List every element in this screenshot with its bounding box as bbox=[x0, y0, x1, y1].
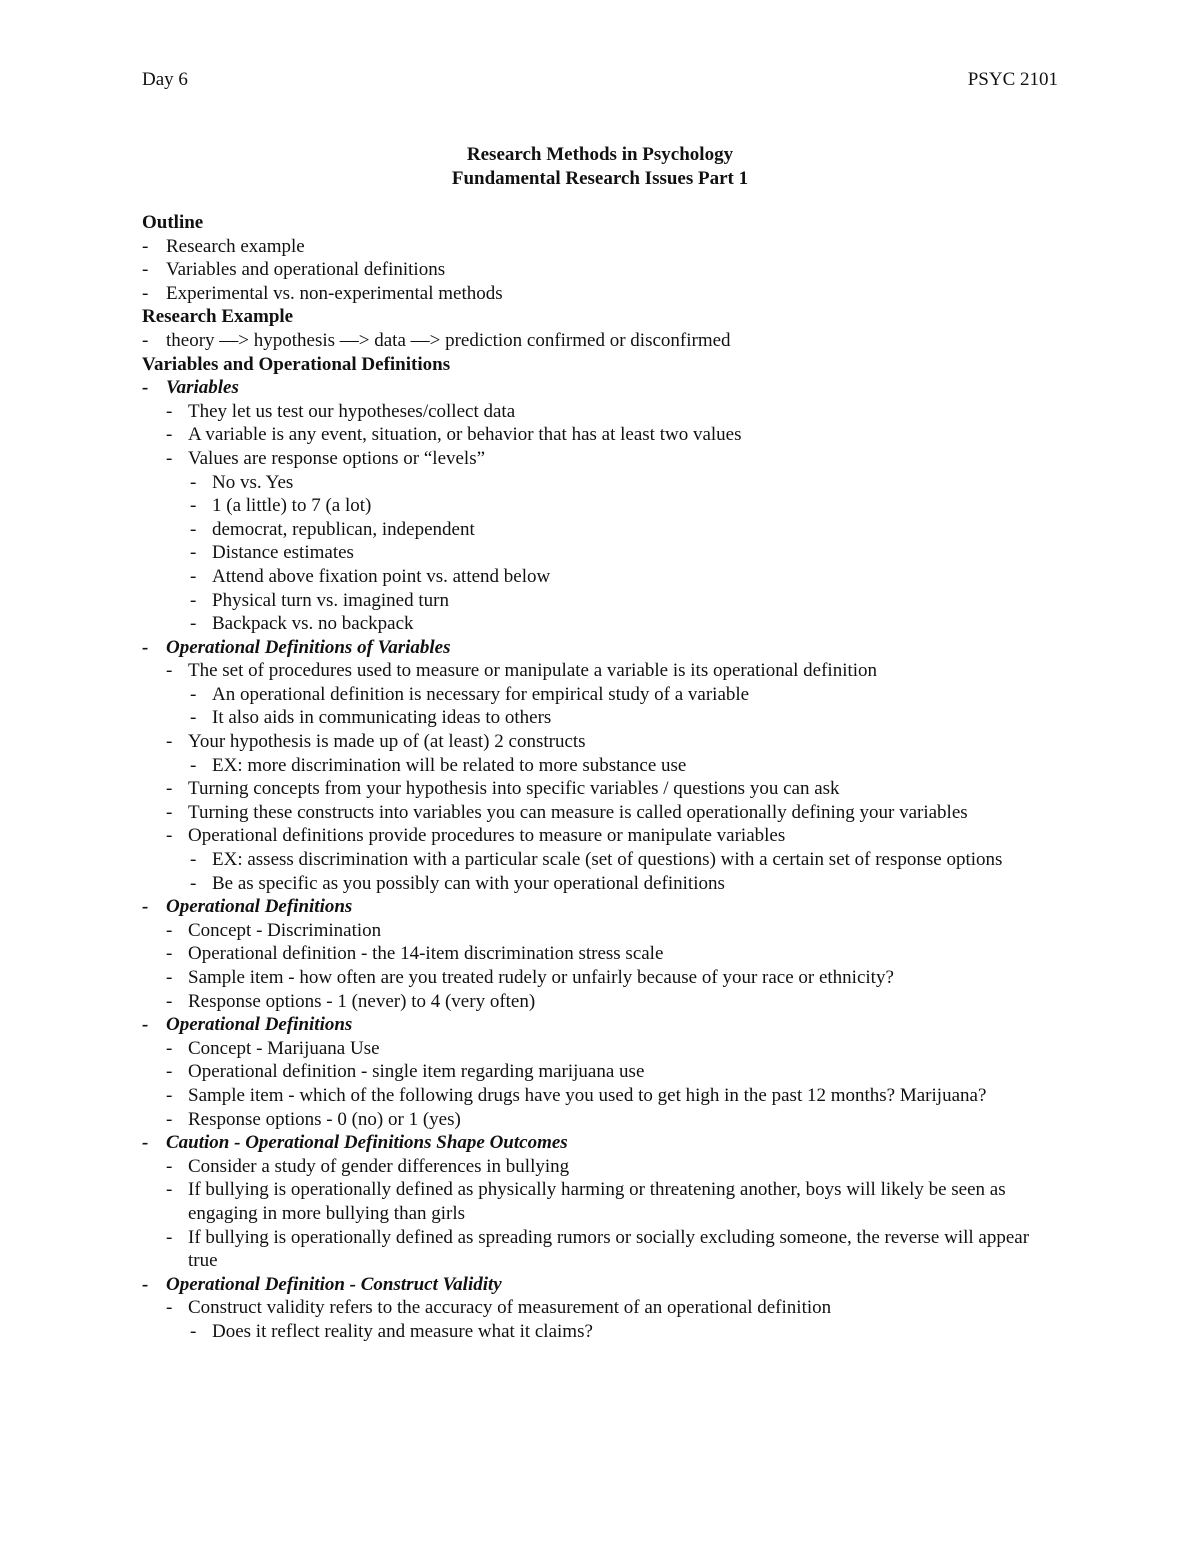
list-item: - Variables and operational definitions bbox=[142, 259, 446, 281]
list-item: - A variable is any event, situation, or behavior that has at least two values bbox=[166, 424, 742, 446]
list-item: - No vs. Yes bbox=[190, 471, 294, 493]
list-item: - Concept - Discrimination bbox=[166, 919, 382, 941]
list-item: - If bullying is operationally defined as physically harming or threatening another, boys will likely be seen as engaging in more bullying than girls bbox=[166, 1179, 1006, 1224]
list-item: - It also aids in communicating ideas to others bbox=[190, 707, 552, 729]
header-course: PSYC 2101 bbox=[967, 69, 1058, 90]
list-item: - They let us test our hypotheses/collect data bbox=[166, 400, 516, 422]
opdef-variables-label: - Operational Definitions of Variables bbox=[142, 636, 451, 658]
list-item: - Turning concepts from your hypothesis into specific variables / questions you can ask bbox=[166, 778, 840, 800]
list-item: - Construct validity refers to the accuracy of measurement of an operational definition bbox=[166, 1297, 832, 1319]
list-item: - Operational definitions provide procedures to measure or manipulate variables bbox=[166, 825, 786, 847]
page-title: Research Methods in Psychology bbox=[466, 144, 734, 165]
opdef-example1-label: - Operational Definitions bbox=[142, 896, 353, 918]
header-day: Day 6 bbox=[142, 69, 188, 90]
list-item: - Be as specific as you possibly can with your operational definitions bbox=[190, 872, 725, 894]
list-item: - Turning these constructs into variables you can measure is called operationally defining your variables bbox=[166, 801, 968, 823]
list-item: - Backpack vs. no backpack bbox=[190, 613, 414, 635]
list-item: - Sample item - how often are you treated rudely or unfairly because of your race or ethnicity? bbox=[166, 967, 894, 988]
list-item: - Does it reflect reality and measure what it claims? bbox=[190, 1320, 593, 1342]
list-item: - Experimental vs. non-experimental methods bbox=[142, 282, 503, 304]
list-item: - If bullying is operationally defined as spreading rumors or socially excluding someone, the reverse will appear true bbox=[166, 1226, 1030, 1272]
list-item: - Distance estimates bbox=[190, 542, 354, 564]
caution-label: - Caution - Operational Definitions Shape Outcomes bbox=[142, 1132, 568, 1154]
construct-validity-label: - Operational Definition - Construct Validity bbox=[142, 1273, 502, 1295]
list-item: - An operational definition is necessary for empirical study of a variable bbox=[190, 683, 750, 705]
list-item: - Operational definition - the 14-item discrimination stress scale bbox=[166, 943, 664, 965]
list-item: - Values are response options or “levels” bbox=[166, 447, 486, 469]
page-subtitle: Fundamental Research Issues Part 1 bbox=[451, 168, 749, 189]
opdef-example2-label: - Operational Definitions bbox=[142, 1014, 353, 1036]
document-body bbox=[142, 211, 1062, 1344]
list-item: - theory —> hypothesis —> data —> prediction confirmed or disconfirmed bbox=[142, 329, 731, 351]
list-item: - EX: more discrimination will be related to more substance use bbox=[190, 754, 687, 776]
list-item: - democrat, republican, independent bbox=[190, 518, 475, 540]
list-item: - Physical turn vs. imagined turn bbox=[190, 589, 449, 611]
list-item: - Operational definition - single item regarding marijuana use bbox=[166, 1061, 645, 1083]
variables-label: - Variables bbox=[142, 377, 239, 399]
list-item: - Your hypothesis is made up of (at least) 2 constructs bbox=[166, 731, 586, 753]
list-item: - Research example bbox=[142, 235, 305, 257]
list-item: - Attend above fixation point vs. attend below bbox=[190, 565, 551, 587]
list-item: - Concept - Marijuana Use bbox=[166, 1037, 380, 1059]
outline-heading: Outline bbox=[142, 212, 204, 233]
list-item: - Sample item - which of the following drugs have you used to get high in the past 12 months? Marijuana? bbox=[166, 1084, 987, 1106]
list-item: - Response options - 1 (never) to 4 (very often) bbox=[166, 990, 536, 1012]
variables-heading: Variables and Operational Definitions bbox=[142, 353, 451, 375]
list-item: - Response options - 0 (no) or 1 (yes) bbox=[166, 1108, 461, 1130]
list-item: - Consider a study of gender differences in bullying bbox=[166, 1155, 570, 1177]
list-item: - 1 (a little) to 7 (a lot) bbox=[190, 495, 372, 517]
title-block bbox=[0, 143, 1200, 191]
list-item: - EX: assess discrimination with a particular scale (set of questions) with a certain set of response options bbox=[190, 849, 1003, 871]
research-example-heading: Research Example bbox=[142, 306, 294, 328]
list-item: - The set of procedures used to measure or manipulate a variable is its operational definition bbox=[166, 660, 878, 682]
